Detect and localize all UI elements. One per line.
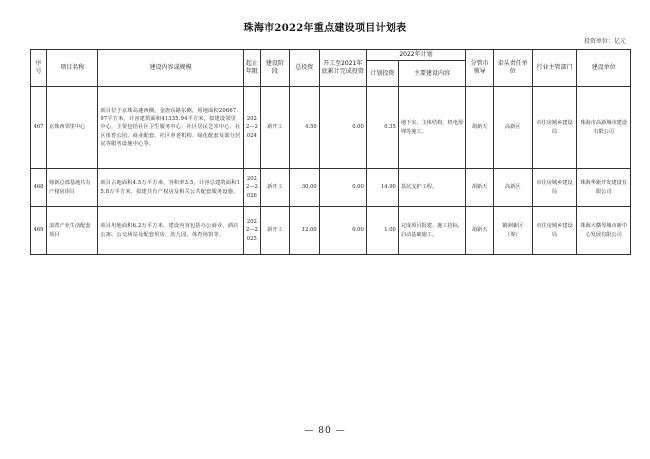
row-dept: 市住房城乡建设局 — [532, 169, 577, 207]
row-plan-content: 地下室、主体结构、机电预埋等施工。 — [398, 87, 465, 169]
table-row — [31, 207, 631, 255]
page-title: 珠海市2022年重点建设项目计划表 — [243, 23, 407, 34]
header-content: 建设内容或规模 — [98, 50, 243, 87]
row-stage: 新开工 — [260, 207, 289, 255]
header-lead-unit: 牵头责任单位 — [494, 50, 533, 87]
row-seq: 469 — [31, 207, 47, 255]
row-stage: 新开工 — [260, 169, 289, 207]
row-cumulative: 0.00 — [319, 207, 366, 255]
row-seq: 468 — [31, 169, 47, 207]
row-total: 4.50 — [289, 87, 319, 169]
header-name: 项目名称 — [47, 50, 98, 87]
header-row-1 — [31, 50, 631, 61]
row-name: 京珠西邻里中心 — [47, 87, 98, 169]
row-plan-invest: 14.90 — [366, 169, 398, 207]
row-period: 2022—2025 — [243, 207, 260, 255]
row-cumulative: 0.00 — [319, 87, 366, 169]
row-stage: 新开工 — [260, 87, 289, 169]
row-dept: 市住房城乡建设局 — [532, 87, 577, 169]
row-plan-content: 完成项目报建、施工招标，启动基础施工。 — [398, 207, 465, 255]
row-total: 30.00 — [289, 169, 319, 207]
row-lead-unit: 高新区 — [494, 169, 533, 207]
row-plan-invest: 1.00 — [366, 207, 398, 255]
row-plan-invest: 0.35 — [366, 87, 398, 169]
header-period: 起止年限 — [243, 50, 260, 87]
header-stage: 建设阶段 — [260, 50, 289, 87]
header-seq: 序号 — [31, 50, 47, 87]
row-lead-unit: 鹤洲新区（筹） — [494, 207, 533, 255]
row-cumulative: 0.00 — [319, 169, 366, 207]
header-dept: 行业主管部门 — [532, 50, 577, 87]
table-row — [31, 87, 631, 169]
row-name: 浪湾产业生活配套项目 — [47, 207, 98, 255]
header-plan-group: 2022年计划 — [366, 50, 465, 61]
row-leader: 胡新天 — [466, 87, 494, 169]
row-leader: 胡新天 — [466, 169, 494, 207]
row-seq: 467 — [31, 87, 47, 169]
page-number: — 80 — — [304, 426, 346, 436]
row-content: 项目占地面积4.5万平方米，容积率3.5，计容总建筑面积15.8万平方米，拟建共有产权房及相关公共配套服务设施。 — [98, 169, 243, 207]
header-plan-content: 主要建设内容 — [398, 61, 465, 87]
header-builder: 建设单位 — [577, 50, 631, 87]
row-builder: 珠海大横琴城市新中心发展有限公司 — [577, 207, 631, 255]
row-dept: 市住房城乡建设局 — [532, 207, 577, 255]
header-total: 总投资 — [289, 50, 319, 87]
header-plan-invest: 计划投资 — [366, 61, 398, 87]
row-total: 12.00 — [289, 207, 319, 255]
project-table — [30, 49, 631, 255]
row-content: 项目位于京珠高速西侧、金唐东路东侧，用地面积20667.97平方米，计容建筑面积41335.94平方米，拟建设邻里中心，主要包括社区卫生服务中心、社区居民艺术中心、社区体育公园、商业配套、社区养老机构、绿化配套及部分居民等服务设施中心等。 — [98, 87, 243, 169]
row-builder: 珠海华新开发建设有限公司 — [577, 169, 631, 207]
unit-note: 投资单位：亿元 — [583, 38, 626, 45]
header-leader: 分管市领导 — [466, 50, 494, 87]
row-builder: 珠海市高新城市建设有限公司 — [577, 87, 631, 169]
table-row — [31, 169, 631, 207]
row-plan-content: 基坑支护工程。 — [398, 169, 465, 207]
row-content: 项目用地面积6.2万平方米，建设内容包括办公商业、酒店公寓、公交场站及配套用房、幼儿园、体育场馆等。 — [98, 207, 243, 255]
header-cumulative: 开工至2021年底累计完成投资 — [319, 50, 366, 87]
row-lead-unit: 高新区 — [494, 87, 533, 169]
row-leader: 胡新天 — [466, 207, 494, 255]
row-name: 鼎新总部基地共有产权房项目 — [47, 169, 98, 207]
row-period: 2022—2026 — [243, 169, 260, 207]
row-period: 2022—2024 — [243, 87, 260, 169]
